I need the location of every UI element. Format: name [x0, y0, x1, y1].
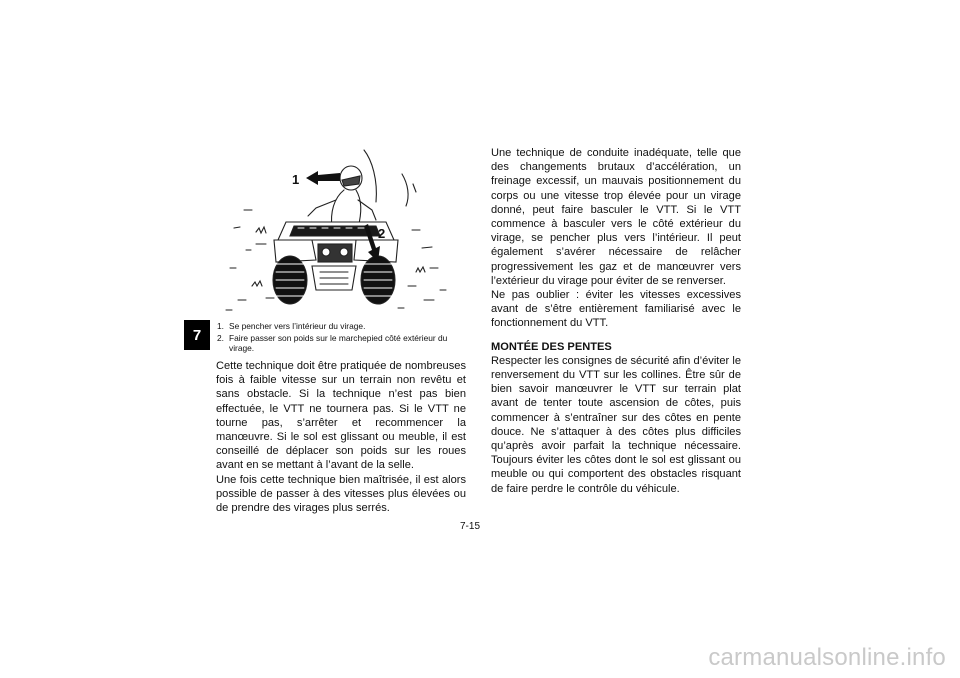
left-paragraph-2: Une fois cette technique bien maîtrisée, il est alors possible de passer à des vitesses plus élevées ou de prendre des virages plus serrés. — [216, 473, 466, 515]
caption-text: Se pencher vers l’intérieur du virage. — [229, 321, 366, 331]
left-paragraph-1: Cette technique doit être pratiquée de nombreuses fois à faible vitesse sur un terrain non revêtu et sans obstacle. Si la technique n’est pas bien effectuée, le VTT ne tournera pas. Si le VTT ne tourne pas, s’arrêter et recommencer la manœuvre. Si le sol est glissant ou meuble, il est conseillé de déplacer son poids sur les roues avant en se mettant à l’avant de la selle. — [216, 360, 466, 472]
section-heading: MONTÉE DES PENTES — [491, 340, 612, 353]
page-number: 7-15 — [459, 521, 480, 532]
caption-number: 2. — [217, 332, 224, 343]
right-paragraph-2: Ne pas oublier : éviter les vitesses excessives avant de s’être entièrement familiarisé avec le fonctionnement du VTT. — [491, 289, 741, 330]
illustration-captions — [217, 321, 467, 355]
caption-number: 1. — [217, 321, 224, 331]
caption-item — [217, 333, 467, 354]
watermark: carmanualsonline.info — [708, 644, 946, 671]
callout-2-label: 2 — [378, 226, 386, 241]
right-paragraph-3: Respecter les consignes de sécurité afin d’éviter le renversement du VTT sur les collines. Être sûr de bien savoir manœuvrer le VTT sur terrain plat avant de tenter toute ascension de côtes, puis commencer à s’entraîner sur des côtes en pente douce. Ne s’attaquer à des côtes plus difficiles qu’après avoir parfait la technique nécessaire. Toujours éviter les côtes dont le sol est glissant ou meuble ou qui comportent des obstacles risquant de faire perdre le contrôle du véhicule. — [491, 354, 741, 495]
callout-1-label: 1 — [292, 172, 300, 187]
right-column — [491, 146, 741, 496]
right-paragraph-1: Une technique de conduite inadéquate, telle que des changements brutaux d’accélération, un freinage excessif, un mauvais positionnement du corps ou une vitesse trop élevée pour un virage donné, peut faire basculer le VTT. Si le VTT commence à basculer vers le côté extérieur du virage, se pencher plus vers l’intérieur. Il peut également s’avérer nécessaire de relâcher progressivement les gaz et de manœuvrer vers l’extérieur du virage pour éviter de se renverser. — [491, 147, 741, 287]
left-column — [216, 359, 466, 515]
caption-item — [217, 321, 467, 332]
caption-text: Faire passer son poids sur le marchepied côté extérieur du virage. — [229, 332, 448, 353]
chapter-tab: 7 — [184, 320, 210, 350]
atv-turning-illustration — [216, 140, 466, 318]
